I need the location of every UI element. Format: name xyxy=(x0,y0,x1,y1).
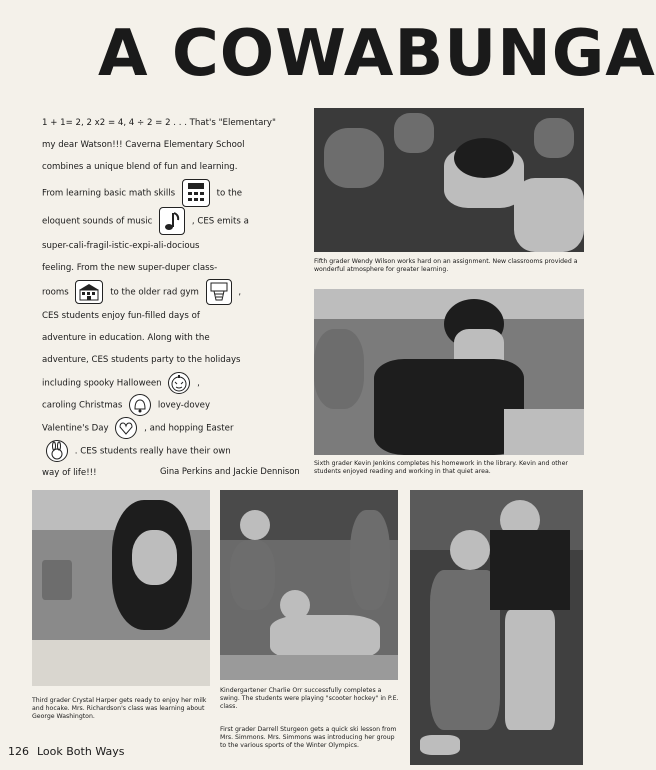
story-fragment: , xyxy=(238,287,242,298)
story-fragment: rooms xyxy=(42,287,69,298)
section-title: Look Both Ways xyxy=(37,745,125,758)
music-note-icon xyxy=(159,207,185,235)
headline: A COWABUNGA xyxy=(98,17,656,91)
photo-charlie-orr xyxy=(220,490,398,680)
caption-photo-4: Kindergartener Charlie Orr successfully completes a swing. The students were playing "scooter hockey" in P.E. class. xyxy=(220,687,399,711)
story-line: adventure, CES students party to the holidays xyxy=(42,355,241,366)
story-fragment: caroling Christmas xyxy=(42,400,123,411)
story-line: feeling. From the new super-duper class- xyxy=(42,262,218,273)
page-folio xyxy=(8,745,132,758)
caption-photo-1: Fifth grader Wendy Wilson works hard on an assignment. New classrooms provided a wonderful atmosphere for greater learning. xyxy=(314,258,578,274)
story-fragment: eloquent sounds of music xyxy=(42,216,153,227)
story-line: CES students enjoy fun-filled days of xyxy=(42,311,200,322)
bunny-icon xyxy=(46,440,68,462)
byline: Gina Perkins and Jackie Dennison xyxy=(160,466,300,476)
story-line xyxy=(42,440,312,463)
story-line: adventure in education. Along with the xyxy=(42,333,210,344)
story-line xyxy=(42,207,312,235)
heart-dog-icon xyxy=(115,417,137,439)
photo-kevin-jenkins xyxy=(314,289,584,455)
story-line xyxy=(42,372,312,395)
pumpkin-icon xyxy=(168,372,190,394)
story-line: my dear Watson!!! Caverna Elementary School xyxy=(42,140,245,151)
story-line xyxy=(42,417,312,440)
story-line xyxy=(42,179,312,207)
story-fragment: Valentine's Day xyxy=(42,423,109,434)
story-fragment: , CES emits a xyxy=(191,216,249,227)
story-fragment: . CES students really have their own xyxy=(74,446,231,457)
story-fragment: , and hopping Easter xyxy=(144,423,234,434)
bell-icon xyxy=(129,394,151,416)
photo-darrell-sturgeon xyxy=(410,490,583,765)
basketball-hoop-icon xyxy=(206,279,232,305)
photo-wendy-wilson xyxy=(314,108,584,252)
story-line: super-cali-fragil-istic-expi-ali-docious xyxy=(42,240,200,251)
caption-photo-3: Third grader Crystal Harper gets ready to enjoy her milk and hocake. Mrs. Richardson's class was learning about George Washington. xyxy=(32,697,207,721)
story-line: 1 + 1= 2, 2 x2 = 4, 4 ÷ 2 = 2 . . . That's "Elementary" xyxy=(42,118,276,128)
story-line xyxy=(42,394,312,417)
caption-photo-5: First grader Darrell Sturgeon gets a quick ski lesson from Mrs. Simmons. Mrs. Simmons was introducing her group to the various sports of the Winter Olympics. xyxy=(220,726,397,750)
page-number: 126 xyxy=(8,745,29,758)
caption-photo-2: Sixth grader Kevin Jenkins completes his homework in the library. Kevin and other students enjoyed reading and working in that quiet area. xyxy=(314,460,568,476)
calculator-icon xyxy=(182,179,210,207)
story-fragment: , xyxy=(197,378,200,389)
school-icon xyxy=(75,280,103,304)
story-text xyxy=(42,112,312,485)
story-fragment: including spooky Halloween xyxy=(42,378,162,389)
story-line: combines a unique blend of fun and learning. xyxy=(42,162,238,173)
story-fragment: to the xyxy=(216,188,243,199)
story-fragment: to the older rad gym xyxy=(110,287,199,298)
photo-crystal-harper xyxy=(32,490,210,686)
story-fragment: lovey-dovey xyxy=(157,400,211,411)
story-line xyxy=(42,279,312,305)
story-fragment: From learning basic math skills xyxy=(42,188,176,199)
story-line: way of life!!! xyxy=(42,468,97,479)
